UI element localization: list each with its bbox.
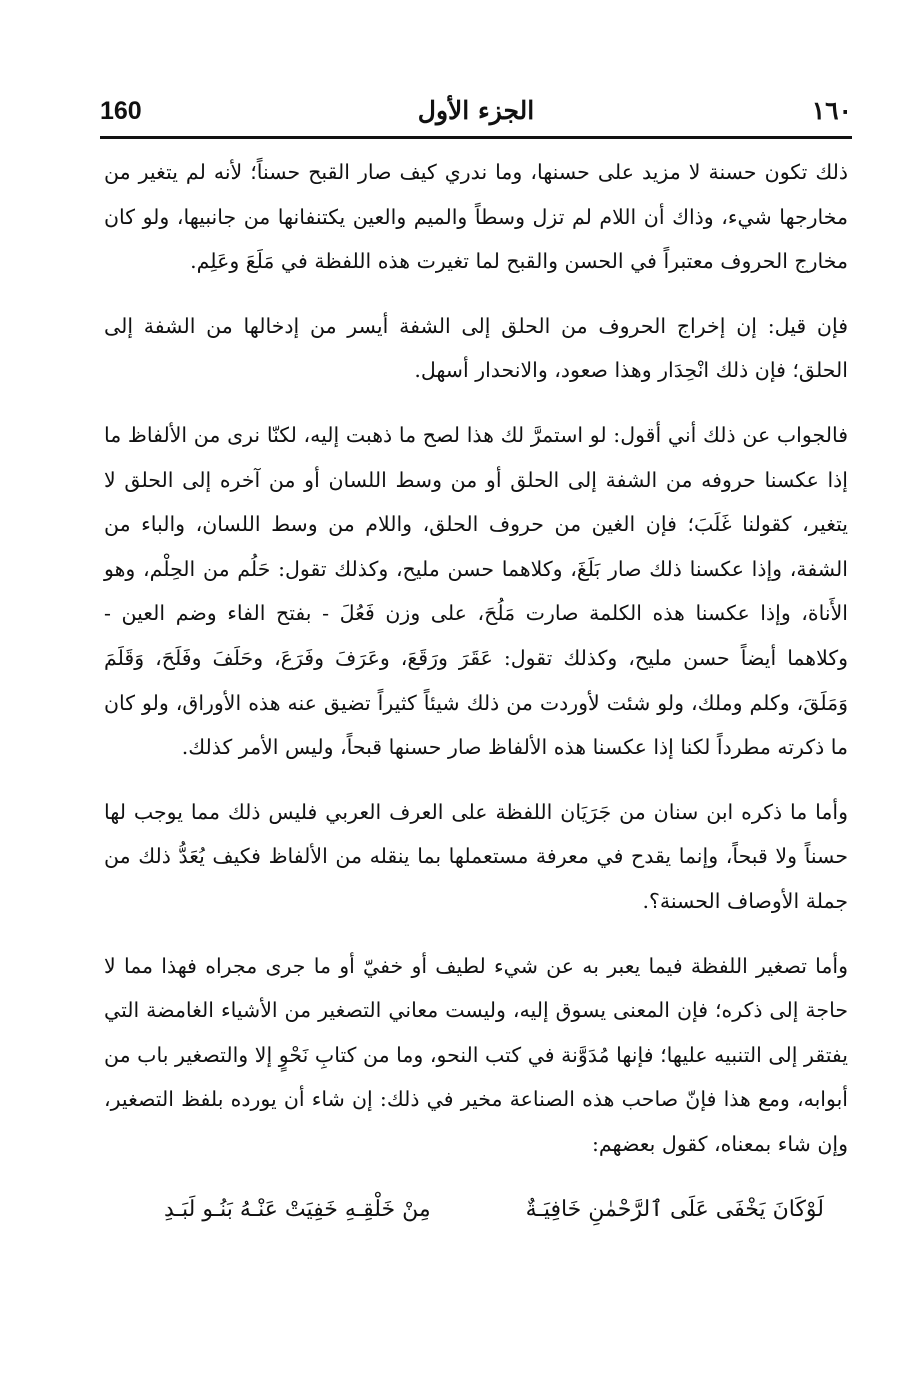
paragraph: ذلك تكون حسنة لا مزيد على حسنها، وما ندري كيف صار القبح حسناً؛ لأنه لم يتغير من مخارجها شيء، وذاك أن اللام لم تزل وسطاً والميم والعين يكتنفانها من جانبيها، ولو كان مخارج الحروف معتبراً في الحسن والقبح لما تغيرت هذه اللفظة في مَلَعَ وعَلِم. [104, 160, 848, 274]
verse-second-hemistich: مِنْ خَلْقِـهِ خَفِيَتْ عَنْـهُ بَنُـو لَبَـدِ [164, 1197, 431, 1223]
paragraph: وأما ما ذكره ابن سنان من جَرَيَان اللفظة على العرف العربي فليس ذلك مما يوجب لها حسناً ولا قبحاً، وإنما يقدح في معرفة مستعملها بما ينقله من الألفاظ فكيف يُعَدُّ ذلك من جملة الأوصاف الحسنة؟. [104, 799, 848, 913]
poetry-verse [104, 1188, 848, 1232]
header-rule [100, 136, 852, 139]
running-title: الجزء الأول [417, 96, 535, 125]
paragraph-gap [104, 393, 848, 413]
page-number-arabic: ١٦٠ [811, 96, 852, 125]
body-text [104, 150, 848, 1232]
paragraph-gap [104, 284, 848, 304]
verse-first-hemistich: لَوْكَانَ يَخْفَى عَلَى ٱلرَّحْمٰنِ خَافِيَـةٌ [525, 1197, 824, 1223]
paragraph: وأما تصغير اللفظة فيما يعبر به عن شيء لطيف أو خفيّ أو ما جرى مجراه فهذا مما لا حاجة إلى ذكره؛ فإن المعنى يسوق إليه، وليست معاني التصغير من الأشياء الغامضة التي يفتقر إلى التنبيه عليها؛ فإنها مُدَوَّنة في كتب النحو، وما من كتابِ نَحْوٍ إلا والتصغير باب من أبوابه، ومع هذا فإنّ صاحب هذه الصناعة مخير في ذلك: إن شاء أن يورده بلفظ التصغير، وإن شاء بمعناه، كقول بعضهم: [104, 953, 848, 1156]
paragraph-gap [104, 924, 848, 944]
paragraph-gap [104, 770, 848, 790]
paragraph: فالجواب عن ذلك أني أقول: لو استمرَّ لك هذا لصح ما ذهبت إليه، لكنّا نرى من الألفاظ ما إذا عكسنا حروفه من الشفة إلى الحلق أو من وسط اللسان أو من آخره إلى الحلق لا يتغير، كقولنا غَلَبَ؛ فإن الغين من حروف الحلق، واللام من وسط اللسان، والباء من الشفة، وإذا عكسنا ذلك صار بَلَغَ، وكلاهما حسن مليح، وكذلك تقول: حَلُم من الحِلْم، وهو الأَناة، وإذا عكسنا هذه الكلمة صارت مَلُحَ، على وزن فَعُلَ - بفتح الفاء وضم العين - وكلاهما أيضاً حسن مليح، وكذلك تقول: عَقَرَ ورَقَعَ، وعَرَفَ وفَرَعَ، وحَلَفَ وفَلَحَ، وَقَلَمَ وَمَلَقَ، وكلم وملك، ولو شئت لأوردت من ذلك شيئاً كثيراً تضيق عنه هذه الأوراق، ولو كان ما ذكرته مطرداً لكنا إذا عكسنا هذه الألفاظ صار حسنها قبحاً، وليس الأمر كذلك. [104, 422, 848, 760]
page-number-latin: 160 [100, 97, 142, 125]
paragraph: فإن قيل: إن إخراج الحروف من الحلق إلى الشفة أيسر من إدخالها من الشفة إلى الحلق؛ فإن ذلك انْحِدَار وهذا صعود، والانحدار أسهل. [104, 313, 848, 383]
page-header [100, 96, 852, 132]
